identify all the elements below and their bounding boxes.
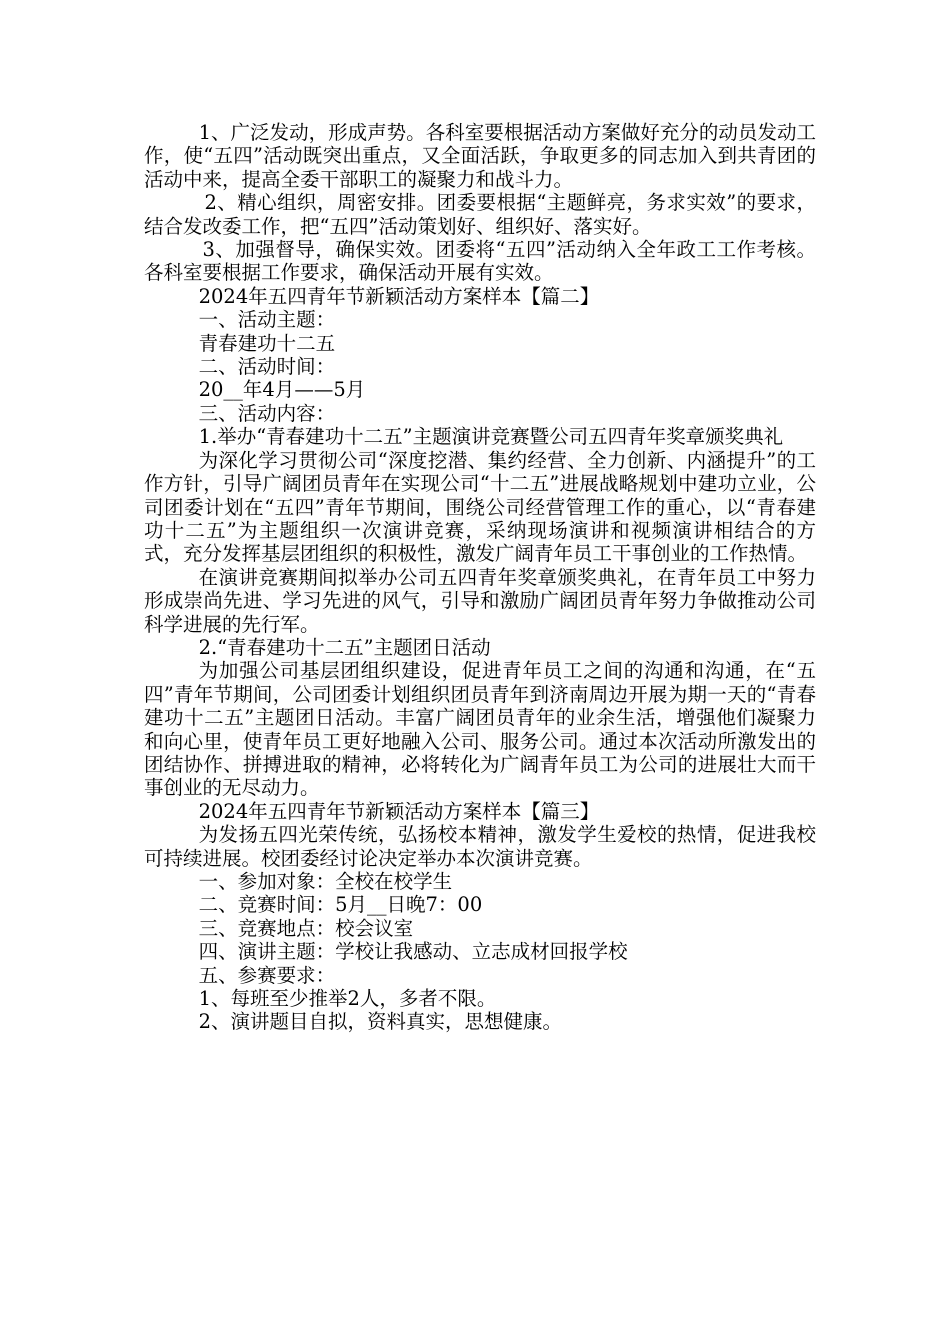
section-heading-part-two: 2024年五四青年节新颖活动方案样本【篇二】	[198, 284, 600, 308]
part-three-intro: 为发扬五四光荣传统，弘扬校本精神，激发学生爱校的热情，促进我校可持续进展。校团委经讨论决定举办本次演讲竞赛。	[144, 823, 816, 870]
speech-theme-line: 四、演讲主题：学校让我感动、立志成材回报学校	[198, 940, 628, 964]
content-item-1-body: 为深化学习贯彻公司“深度挖潜、集约经营、全力创新、内涵提升”的工作方针，引导广阔团员青年在实现公司“十二五”进展战略规划中建功立业，公司团委计划在“五四”青年节期间，围绕公司经营管理工作的重心，以“青春建功十二五”为主题组织一次演讲竞赛，采纳现场演讲和视频演讲相结合的方式，充分发挥基层团组织的积极性，激发广阔青年员工干事创业的工作热情。	[144, 448, 816, 566]
competition-time-line: 二、竞赛时间：5月__日晚7：00	[198, 893, 483, 917]
section-heading-part-three: 2024年五四青年节新颖活动方案样本【篇三】	[198, 799, 600, 823]
content-item-2-body: 为加强公司基层团组织建设，促进青年员工之间的沟通和沟通，在“五四”青年节期间，公司团委计划组织团员青年到济南周边开展为期一天的“青春建功十二五”主题团日活动。丰富广阔团员青年的业余生活，增强他们凝聚力和向心里，使青年员工更好地融入公司、服务公司。通过本次活动所激发出的团结协作、拼搏进取的精神，必将转化为广阔青年员工为公司的进展壮大而干事创业的无尽动力。	[144, 659, 816, 800]
heading-activity-theme: 一、活动主题：	[198, 308, 336, 332]
paragraph-requirement-3: 3、加强督导，确保实效。团委将“五四”活动纳入全年政工工作考核。各科室要根据工作要求，确保活动开展有实效。	[144, 238, 816, 285]
activity-theme-value: 青春建功十二五	[198, 331, 336, 355]
content-item-1-title: 1.举办“青春建功十二五”主题演讲竞赛暨公司五四青年奖章颁奖典礼	[198, 425, 784, 449]
activity-time-value: 20__年4月——5月	[198, 378, 366, 402]
competition-venue-line: 三、竞赛地点：校会议室	[198, 916, 414, 940]
participants-line: 一、参加对象：全校在校学生	[198, 870, 453, 893]
requirements-heading: 五、参赛要求：	[198, 963, 336, 987]
document-body	[144, 121, 816, 1034]
paragraph-requirement-2: 2、精心组织，周密安排。团委要根据“主题鲜亮，务求实效”的要求，结合发改委工作，把“五四”活动策划好、组织好、落实好。	[144, 191, 816, 238]
requirement-item-1: 1、每班至少推举2人，多者不限。	[198, 987, 497, 1011]
content-item-2-title: 2.“青春建功十二五”主题团日活动	[198, 635, 491, 659]
heading-activity-time: 二、活动时间：	[198, 355, 336, 379]
content-item-1-award: 在演讲竞赛期间拟举办公司五四青年奖章颁奖典礼，在青年员工中努力形成崇尚先进、学习先进的风气，引导和激励广阔团员青年努力争做推动公司科学进展的先行军。	[144, 565, 816, 636]
heading-activity-content: 三、活动内容：	[198, 401, 336, 425]
paragraph-requirement-1: 1、广泛发动，形成声势。各科室要根据活动方案做好充分的动员发动工作，使“五四”活动既突出重点，又全面活跃，争取更多的同志加入到共青团的活动中来，提高全委干部职工的凝聚力和战斗力。	[144, 121, 816, 191]
requirement-item-2: 2、演讲题目自拟，资料真实，思想健康。	[198, 1010, 563, 1034]
